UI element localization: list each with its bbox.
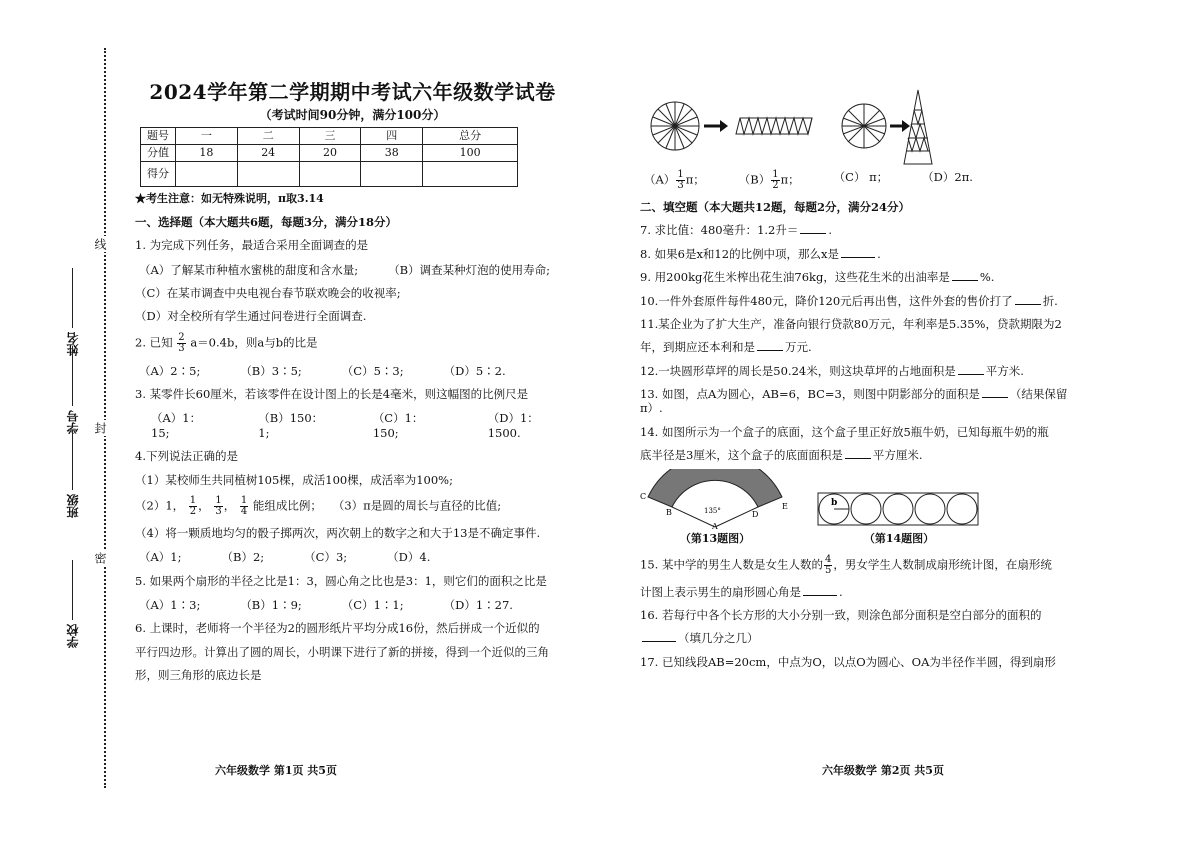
q15-line-2 (640, 585, 1080, 599)
fraction-quarter: $\frac{1}{4}$ (240, 494, 248, 517)
exam-notice: ★考生注意：如无特殊说明，π取3.14 (135, 192, 324, 205)
table-cell: 24 (237, 145, 299, 162)
label-b: B (666, 507, 672, 517)
q2-option-c[interactable]: （C）5∶3; (341, 363, 404, 378)
q4-option-b[interactable]: （B）2; (221, 550, 265, 565)
score-input-cell[interactable] (423, 162, 518, 187)
q16-text: （填几分之几） (678, 631, 759, 646)
label-e: E (782, 501, 788, 511)
q4-statement-4: （4）将一颗质地均匀的骰子掷两次，两次朝上的数字之和大于13是不确定事件. (135, 525, 541, 540)
table-cell: 一 (176, 128, 238, 145)
class-label: 班级 (66, 494, 80, 518)
section-1-heading: 一、选择题（本大题共6题，每题3分，满分18分） (135, 214, 398, 229)
score-table-score-row (141, 162, 518, 187)
q16-line-1: 16. 若每行中各个长方形的大小分别一致，则涂色部分面积是空白部分的面积的 (640, 608, 1042, 622)
table-cell: 三 (299, 128, 361, 145)
q13-q14-figures (640, 469, 1080, 546)
label-d: D (752, 509, 759, 519)
q2-option-b[interactable]: （B）3∶5; (240, 363, 302, 378)
q14-suffix: 平方厘米. (872, 448, 923, 463)
q13-suffix: （结果保留π）. (640, 387, 1068, 416)
answer-blank[interactable] (803, 595, 837, 596)
answer-blank[interactable] (952, 280, 978, 281)
student-id-field[interactable] (64, 346, 81, 434)
table-cell: 20 (299, 145, 361, 162)
q17: 17. 已知线段AB=20cm，中点为O，以点O为圆心、OA为半径作半圆，得到扇形 (640, 654, 1056, 669)
fig13-sector-ring-diagram (640, 469, 790, 529)
q4-options (135, 550, 570, 564)
q9-suffix: %. (979, 270, 995, 285)
fig14-box-with-circles-diagram (814, 489, 984, 529)
circle-16-sectors-icon (842, 104, 886, 148)
q2-option-d[interactable]: （D）5∶2. (443, 363, 506, 378)
q9 (640, 270, 1080, 284)
binding-margin (0, 0, 130, 849)
q2-number: 2. 已知 (135, 335, 173, 350)
table-cell: 分值 (141, 145, 176, 162)
seal-char-feng: 封 (93, 422, 107, 434)
answer-blank[interactable] (642, 641, 676, 642)
q6-line-2: 平行四边形。计算出了圆的周长，小明课下进行了新的拼接，得到一个近似的三角 (135, 644, 549, 659)
q3-option-b[interactable]: （B）150：1; (258, 411, 324, 440)
q5-option-a[interactable]: （A）1∶3; (139, 598, 201, 612)
q4-statement-2-3: （2）1， $\frac{1}{2}$ ， $\frac{1}{3}$ ， $\frac{1}{4}$ 能组成比例； （3）π是圆的周长与直径的比值; (135, 494, 502, 517)
q15-text-3: 计图上表示男生的扇形圆心角是 (640, 584, 801, 599)
q6-options (640, 170, 1080, 191)
label-angle: 135° (704, 506, 721, 515)
q2-fraction: $\frac{2}{3}$ (178, 331, 185, 354)
student-id-label: 学号 (66, 410, 80, 434)
score-input-cell[interactable] (299, 162, 361, 187)
table-cell: 总分 (423, 128, 518, 145)
q14-line-1: 14. 如图所示为一个盒子的底面，这个盒子里正好放5瓶牛奶，已知每瓶牛奶的瓶 (640, 424, 1049, 439)
name-label: 姓名 (66, 332, 80, 356)
page-1-footer: 六年级数学 第1页 共5页 (215, 764, 337, 777)
q8-text: 8. 如果6是x和12的比例中项，那么x是 (640, 246, 840, 261)
exam-page-1 (135, 80, 570, 683)
q5-option-c[interactable]: （C）1∶1; (341, 598, 404, 612)
q6-figures (640, 88, 1080, 166)
label-c: C (640, 491, 647, 501)
q11-line-1: 11.某企业为了扩大生产，准备向银行贷款80万元，年利率是5.35%，贷款期限为2 (640, 316, 1062, 331)
fig14-caption: （第14题图） (863, 531, 935, 545)
q6-option-a[interactable]: （A） $\frac{1}{3}$ π； (644, 169, 705, 191)
arrow-right-icon (890, 120, 910, 132)
q13-text: 13. 如图，点A为圆心，AB=6，BC=3，则图中阴影部分的面积是 (640, 387, 980, 401)
circle-16-sectors-icon (651, 102, 699, 150)
q2-option-a[interactable]: （A）2∶5; (139, 363, 201, 378)
q4-option-c[interactable]: （C）3; (304, 550, 348, 565)
score-input-cell[interactable] (361, 162, 423, 187)
table-cell: 二 (237, 128, 299, 145)
q8: 8. 如果6是x和12的比例中项，那么x是 . (640, 246, 881, 261)
q16-line-2 (640, 631, 1080, 645)
q6-line-1: 6. 上课时，老师将一个半径为2的圆形纸片平均分成16份，然后拼成一个近似的 (135, 621, 540, 636)
q11-text: 年，到期应还本利和是 (640, 340, 755, 355)
table-cell: 四 (361, 128, 423, 145)
q4-option-a[interactable]: （A）1; (139, 550, 182, 565)
q1-option-c[interactable]: （C）在某市调查中央电视台春节联欢晚会的收视率; (135, 285, 401, 300)
q5-option-b[interactable]: （B）1∶9; (240, 598, 302, 612)
q12 (640, 364, 1080, 378)
answer-blank[interactable] (841, 257, 875, 258)
q14-text: 底半径是3厘米，这个盒子的底面面积是 (640, 448, 843, 463)
q10-text: 10.一件外套原件每件480元，降价120元后再出售，这件外套的售价打了 (640, 293, 1013, 308)
table-cell: 得分 (141, 162, 176, 187)
answer-blank[interactable] (757, 350, 783, 351)
q4-s2-prefix: （2）1， (135, 498, 185, 513)
q5-stem: 5. 如果两个扇形的半径之比是1：3，圆心角之比也是3：1，则它们的面积之比是 (135, 573, 547, 588)
q4-statement-3: （3）π是圆的周长与直径的比值; (332, 498, 502, 513)
q2-options (135, 364, 570, 378)
q6-line-3: 形，则三角形的底边长是 (135, 668, 262, 683)
q6-circle-rearrangement-diagram (640, 88, 1080, 166)
q6-option-d[interactable]: （D）2π. (922, 170, 973, 184)
q12-suffix: 平方米. (985, 363, 1024, 378)
school-label: 学校 (66, 624, 80, 648)
school-field[interactable] (64, 560, 81, 648)
answer-blank[interactable] (982, 397, 1008, 398)
q6-option-c[interactable]: （C） π； (833, 170, 889, 184)
q15-suffix: . (839, 584, 843, 599)
table-cell: 题号 (141, 128, 176, 145)
q1-option-a[interactable]: （A）了解某市种植水蜜桃的甜度和含水量; (139, 262, 359, 277)
class-field[interactable] (64, 430, 81, 518)
score-table (140, 127, 518, 187)
seal-dotted-line (104, 48, 106, 788)
q11-line-2 (640, 340, 1080, 354)
answer-blank[interactable] (1015, 304, 1041, 305)
score-input-cell[interactable] (176, 162, 238, 187)
q2-stem (135, 333, 570, 354)
label-a: A (712, 521, 718, 529)
answer-blank[interactable] (958, 374, 984, 375)
q10-suffix: 折. (1042, 293, 1058, 308)
q3-option-c[interactable]: （C）1：150; (372, 411, 424, 440)
fig-14 (814, 489, 984, 546)
q3-options (135, 411, 570, 440)
name-field[interactable] (64, 268, 81, 356)
score-table-header-row (141, 128, 518, 145)
label-b: b (831, 497, 838, 508)
q3-option-a[interactable]: （A）1：15; (151, 411, 202, 440)
q3-option-d[interactable]: （D）1：1500. (487, 411, 539, 440)
q1-options-row-1 (135, 263, 570, 277)
q11-suffix: 万元. (785, 340, 812, 355)
seal-char-mi: 密 (93, 552, 107, 564)
exam-subtitle: （考试时间90分钟，满分100分） (259, 108, 446, 122)
table-cell: 100 (423, 145, 518, 162)
q15-text-2: ，男女学生人数制成扇形统计图，在扇形统 (833, 557, 1052, 572)
seal-char-xian: 线 (93, 238, 107, 250)
q1-stem: 1. 为完成下列任务，最适合采用全面调查的是 (135, 238, 369, 253)
fraction-half: $\frac{1}{2}$ (189, 494, 197, 517)
q4-statement-1: （1）某校师生共同植树105棵，成活100棵，成活率为100%; (135, 472, 453, 487)
q14-line-2 (640, 448, 1080, 462)
fraction-third: $\frac{1}{3}$ (215, 494, 222, 517)
answer-blank[interactable] (845, 458, 871, 459)
q5-options (135, 598, 570, 612)
q4-stem: 4.下列说法正确的是 (135, 449, 238, 464)
q15-line-1: 15. 某中学的男生人数是女生人数的 $\frac{4}{5}$ ，男女学生人数制成扇形统计图，在扇形统 (640, 553, 1052, 576)
q4-option-d[interactable]: （D）4. (387, 550, 431, 565)
table-cell: 18 (176, 145, 238, 162)
page-2-footer: 六年级数学 第2页 共5页 (822, 764, 944, 777)
section-2-heading: 二、填空题（本大题共12题，每题2分，满分24分） (640, 200, 911, 214)
q10 (640, 294, 1080, 308)
table-cell: 38 (361, 145, 423, 162)
q2-text: a＝0.4b，则a与b的比是 (190, 335, 318, 350)
q7-text: 7. 求比值：480毫升：1.2升＝ (640, 223, 799, 238)
q6-option-b[interactable]: （B） $\frac{1}{2}$ π； (738, 169, 800, 191)
score-input-cell[interactable] (237, 162, 299, 187)
q5-option-d[interactable]: （D）1∶27. (443, 598, 513, 612)
q4-s2-text: 能组成比例； (252, 498, 322, 513)
exam-title: 2024学年第二学期期中考试六年级数学试卷 (149, 80, 556, 104)
q15-text: 15. 某中学的男生人数是女生人数的 (640, 557, 823, 572)
q3-stem: 3. 某零件长60厘米，若该零件在设计图上的长是4毫米，则这幅图的比例尺是 (135, 387, 529, 401)
q13 (640, 387, 1080, 416)
fig-13 (640, 469, 790, 546)
q1-option-d[interactable]: （D）对全校所有学生通过问卷进行全面调查. (135, 309, 367, 324)
score-table-values-row (141, 145, 518, 162)
parallelogram-approximation-icon (736, 118, 812, 134)
q7: 7. 求比值：480毫升：1.2升＝ . (640, 223, 833, 238)
exam-page-2 (640, 88, 1080, 669)
q1-option-b[interactable]: （B）调查某种灯泡的使用寿命; (388, 262, 551, 277)
fig13-caption: （第13题图） (679, 531, 751, 545)
q9-text: 9. 用200kg花生米榨出花生油76kg，这些花生米的出油率是 (640, 270, 950, 285)
q12-text: 12.一块圆形草坪的周长是50.24米，则这块草坪的占地面积是 (640, 363, 956, 378)
arrow-right-icon (704, 120, 728, 132)
answer-blank[interactable] (800, 233, 826, 234)
